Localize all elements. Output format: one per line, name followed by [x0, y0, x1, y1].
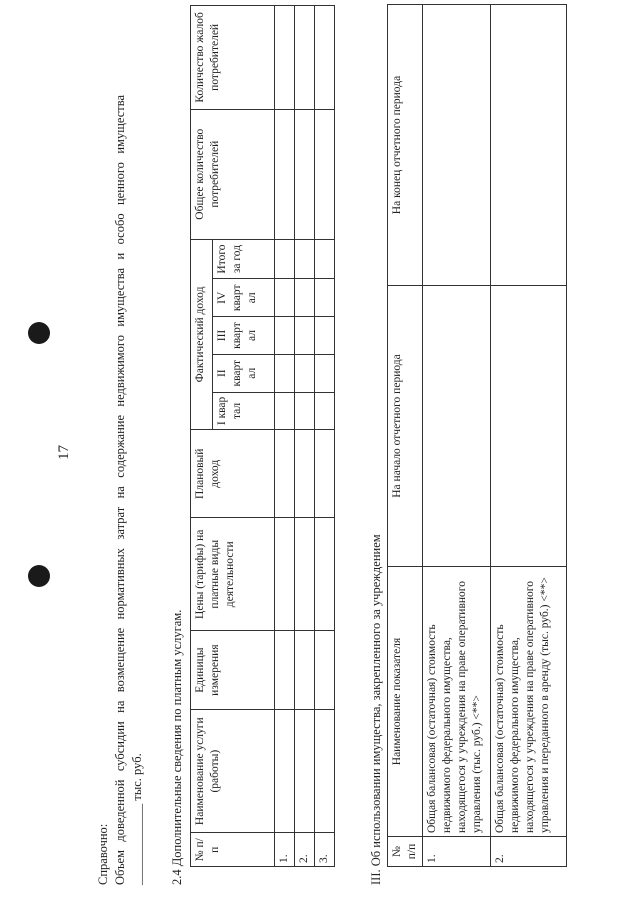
- row-number: 1.: [275, 833, 295, 867]
- property-usage-table: [387, 4, 567, 867]
- header-actual: Фактический доход: [191, 239, 213, 430]
- header-period-end: На конец отчетного периода: [388, 5, 423, 286]
- section-3-title: III. Об использовании имущества, закрепленного за учреждением: [369, 534, 383, 885]
- header-num: № п/п: [191, 833, 275, 867]
- table-row: [422, 5, 490, 867]
- row-number: 1.: [422, 837, 490, 867]
- row-number: 2.: [295, 833, 315, 867]
- header-q3: III кварт ал: [213, 317, 275, 355]
- rotated-page-content: [95, 5, 565, 885]
- row-number: 3.: [315, 833, 335, 867]
- table-row: [275, 6, 295, 867]
- header-unit: Единицы измерения: [191, 631, 275, 710]
- indicator-name: Общая балансовая (остаточная) стоимость недвижимого федерального имущества, находящегося у учреждения на праве оперативного управления и переданного в аренду (тыс. руб.) <**>: [490, 567, 566, 837]
- punch-hole-top: [28, 322, 50, 344]
- row-number: 2.: [490, 837, 566, 867]
- section-2-4-title: 2.4 Дополнительные сведения по платным услугам.: [170, 609, 184, 885]
- header-q1: I квар тал: [213, 392, 275, 430]
- header-price: Цены (тарифы) на платные виды деятельности: [191, 518, 275, 631]
- header-period-start: На начало отчетного периода: [388, 286, 423, 567]
- header-num: № п/п: [388, 837, 423, 867]
- header-service: Наименование услуги (работы): [191, 709, 275, 833]
- reference-line-1: Объем доведенной субсидии на возмещение нормативных затрат на содержание недвижимого имущества и особо ценного имущества: [113, 95, 127, 885]
- reference-line-2: _____________ тыс. руб.: [130, 753, 144, 885]
- table-row: [295, 6, 315, 867]
- table-row: [315, 6, 335, 867]
- page-number: 17: [56, 445, 72, 460]
- header-complaints: Количество жалоб потребителей: [191, 6, 275, 110]
- reference-label: Справочно:: [96, 823, 110, 885]
- header-indicator: Наименование показателя: [388, 567, 423, 837]
- header-consumers: Общее количество потребителей: [191, 109, 275, 239]
- header-planned: Плановый доход: [191, 430, 275, 518]
- punch-hole-bottom: [28, 565, 50, 587]
- header-q2: II кварт ал: [213, 354, 275, 392]
- paid-services-table: [190, 5, 335, 867]
- header-total: Итого за год: [213, 239, 275, 279]
- table-row: [490, 5, 566, 867]
- header-q4: IV кварт ал: [213, 279, 275, 317]
- indicator-name: Общая балансовая (остаточная) стоимость недвижимого федерального имущества, находящегося у учреждения на праве оперативного управления (тыс. руб.) <**>: [422, 567, 490, 837]
